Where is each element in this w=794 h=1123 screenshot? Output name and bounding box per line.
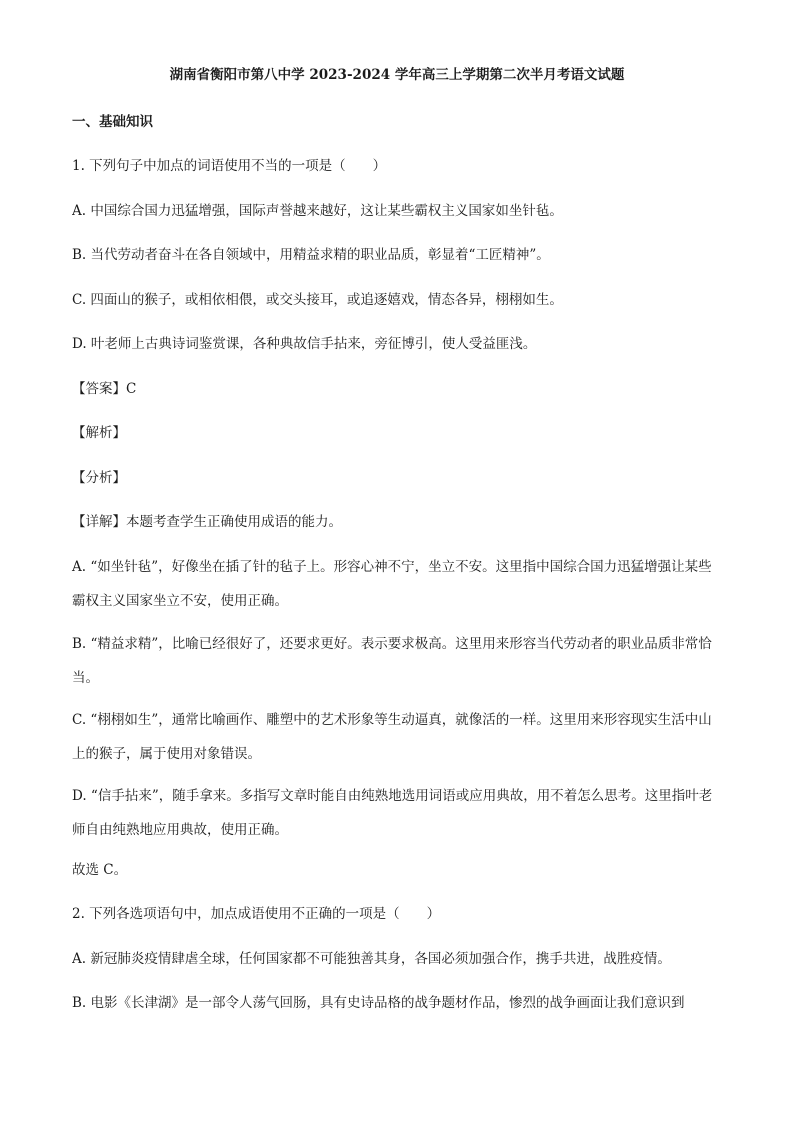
section-heading: 一、基础知识 bbox=[72, 114, 153, 130]
question-2-stem: 2. 下列各选项语句中，加点成语使用不正确的一项是（ ） bbox=[72, 906, 441, 922]
fenxi-label: 【分析】 bbox=[72, 470, 126, 486]
explanation-b: B. “精益求精”，比喻已经很好了，还要求更好。表示要求极高。这里用来形容当代劳动者的职业品质非常恰当。 bbox=[72, 636, 712, 686]
question-1-option-a: A. 中国综合国力迅猛增强，国际声誉越来越好，这让某些霸权主义国家如坐针毡。 bbox=[72, 203, 563, 219]
detail-label: 【详解】本题考查学生正确使用成语的能力。 bbox=[72, 514, 342, 530]
answer-label: 【答案】C bbox=[72, 381, 137, 397]
explanation-d: D. “信手拈来”，随手拿来。多指写文章时能自由纯熟地选用词语或应用典故，用不着怎么思考。这里指叶老师自由纯熟地应用典故，使用正确。 bbox=[72, 788, 713, 838]
question-1-option-b: B. 当代劳动者奋斗在各自领域中，用精益求精的职业品质，彰显着“工匠精神”。 bbox=[72, 247, 550, 263]
explanation-c: C. “栩栩如生”，通常比喻画作、雕塑中的艺术形象等生动逼真，就像活的一样。这里用来形容现实生活中山上的猴子，属于使用对象错误。 bbox=[72, 712, 712, 762]
question-2-option-b: B. 电影《长津湖》是一部令人荡气回肠，具有史诗品格的战争题材作品，惨烈的战争画面让我们意识到 bbox=[72, 995, 685, 1011]
question-1-option-d: D. 叶老师上古典诗词鉴赏课，各种典故信手拈来，旁征博引，使人受益匪浅。 bbox=[72, 336, 537, 352]
question-2-option-a: A. 新冠肺炎疫情肆虐全球，任何国家都不可能独善其身，各国必须加强合作，携手共进，战胜疫情。 bbox=[72, 951, 671, 967]
question-1-option-c: C. 四面山的猴子，或相依相偎，或交头接耳，或追逐嬉戏，情态各异，栩栩如生。 bbox=[72, 292, 563, 308]
analysis-label: 【解析】 bbox=[72, 425, 126, 441]
document-title: 湖南省衡阳市第八中学 2023-2024 学年高三上学期第二次半月考语文试题 bbox=[169, 67, 625, 83]
explanation-a: A. “如坐针毡”，好像坐在插了针的毡子上。形容心神不宁，坐立不安。这里指中国综合国力迅猛增强让某些霸权主义国家坐立不安，使用正确。 bbox=[72, 559, 712, 609]
question-1-stem: 1. 下列句子中加点的词语使用不当的一项是（ ） bbox=[72, 158, 387, 174]
conclusion: 故选 C。 bbox=[72, 862, 128, 878]
